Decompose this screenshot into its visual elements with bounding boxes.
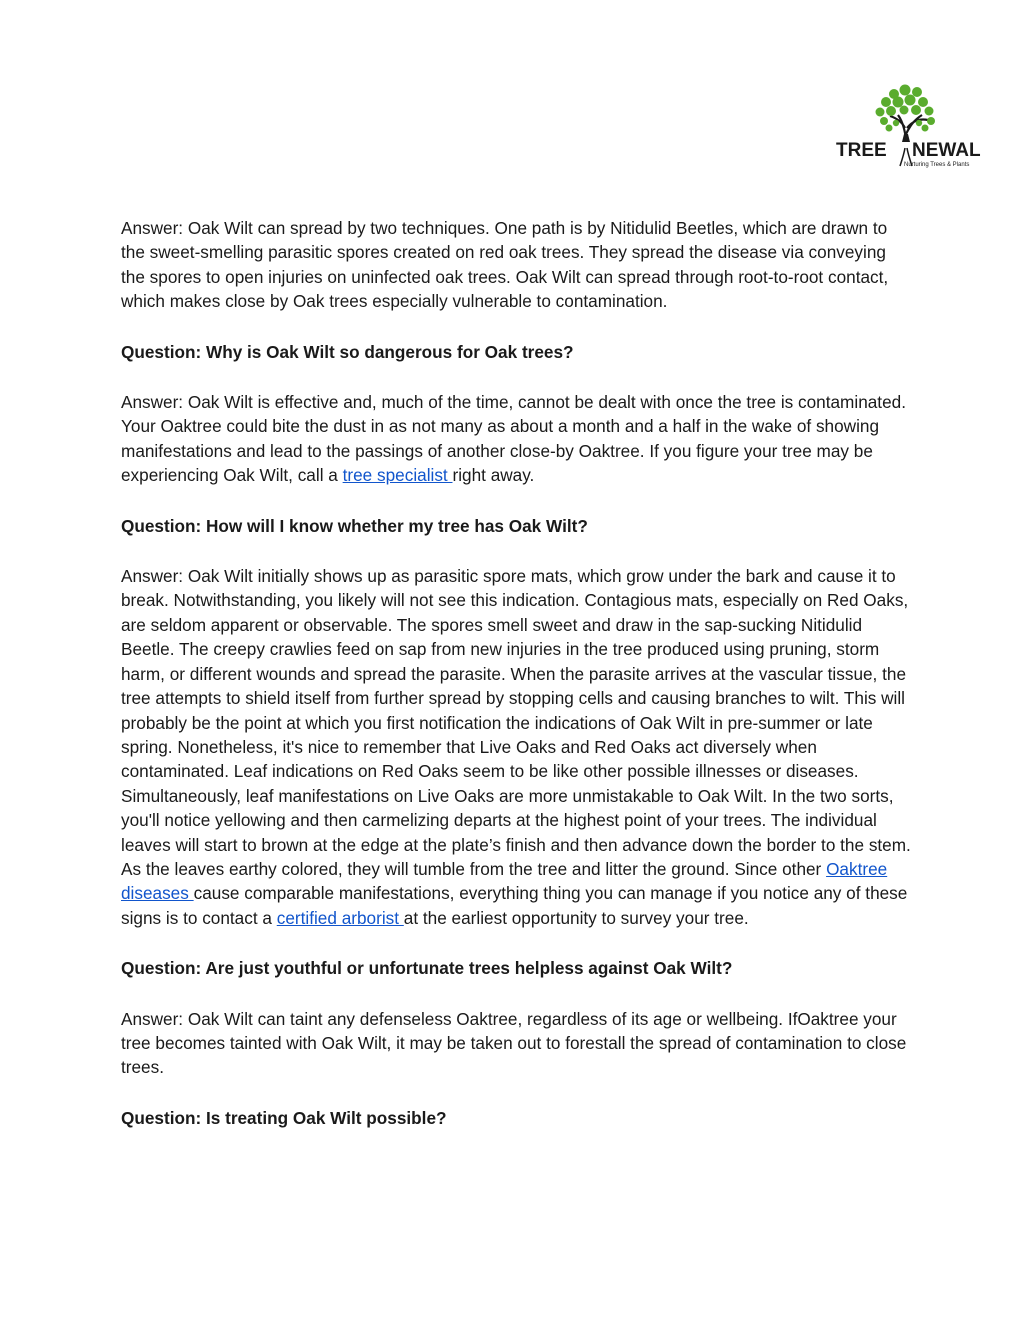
brand-right: NEWAL — [912, 140, 981, 161]
answer-paragraph-young-trees: Answer: Oak Wilt can taint any defenseless Oaktree, regardless of its age or wellbeing. IfOaktree your tree becomes tainted with Oak Wilt, it may be taken out to forestall the spread of contamination to close trees. — [121, 1008, 907, 1078]
question-danger: Question: Why is Oak Wilt so dangerous for Oak trees? — [121, 341, 574, 362]
faq-content — [121, 216, 911, 1156]
answer-text: at the earliest opportunity to survey your tree. — [403, 907, 749, 928]
question-treatment: Question: Is treating Oak Wilt possible? — [121, 1107, 447, 1128]
answer-paragraph-danger — [121, 390, 911, 488]
tree-logo-icon — [832, 82, 988, 174]
answer-paragraph-symptoms — [121, 564, 911, 930]
answer-paragraph-spread: Answer: Oak Wilt can spread by two techniques. One path is by Nitidulid Beetles, which are drawn to the sweet-smelling parasitic spores created on red oak trees. They spread the disease via conveying the spores to open injuries on uninfected oak trees. Oak Wilt can spread through root-to-root contact, which makes close by Oak trees especially vulnerable to contamination. — [121, 218, 889, 312]
brand-left: TREE — [836, 140, 887, 161]
answer-text: cause comparable manifestations, everything thing you can manage if you notice any of these signs is to contact a — [121, 883, 908, 928]
answer-text: right away. — [452, 465, 535, 486]
treenewal-logo — [832, 82, 988, 174]
question-symptoms: Question: How will I know whether my tree has Oak Wilt? — [121, 515, 588, 536]
brand-tagline: Nurturing Trees & Plants — [904, 162, 970, 168]
question-young-trees: Question: Are just youthful or unfortunate trees helpless against Oak Wilt? — [121, 958, 733, 979]
certified-arborist-link[interactable]: certified arborist — [276, 907, 404, 928]
answer-text: Answer: Oak Wilt is effective and, much of the time, cannot be dealt with once the tree is contaminated. Your Oaktree could bite the dust in as not many as about a month and a half in the wake of showing manifestations and lead to the passings of another close-by Oaktree. If you figure your tree may be experiencing Oak Wilt, call a — [121, 392, 906, 486]
oaktree-diseases-link[interactable]: Oaktree diseases — [121, 858, 888, 904]
answer-text: Answer: Oak Wilt initially shows up as parasitic spore mats, which grow under the bark and cause it to break. Notwithstanding, you likely will not see this indication. Contagious mats, especially on Red Oaks, are seldom apparent or observable. The spores smell sweet and draw in the sap-sucking Nitidulid Beetle. The creepy crawlies feed on sap from new injuries in the tree produced using pruning, storm harm, or different wounds and spread the parasite. When the parasite arrives at the vascular tissue, the tree attempts to shield itself from further spread by stopping cells and causing branches to wilt. This will probably be the point at which you first notification the indications of Oak Wilt in pre-summer or late spring. Nonetheless, it's nice to remember that Live Oaks and Red Oaks act diversely when contaminated. Leaf indications on Red Oaks seem to be like other possible illnesses or diseases. Simultaneously, leaf manifestations on Live Oaks are more unmistakable to Oak Wilt. In the two sorts, you'll notice yellowing and then carmelizing departs at the highest point of your trees. The individual leaves will start to brown at the edge at the plate’s finish and then advance down the border to the stem. As the leaves earthy colored, they will tumble from the tree and litter the ground. Since other — [121, 566, 911, 879]
tree-specialist-link[interactable]: tree specialist — [342, 465, 453, 486]
